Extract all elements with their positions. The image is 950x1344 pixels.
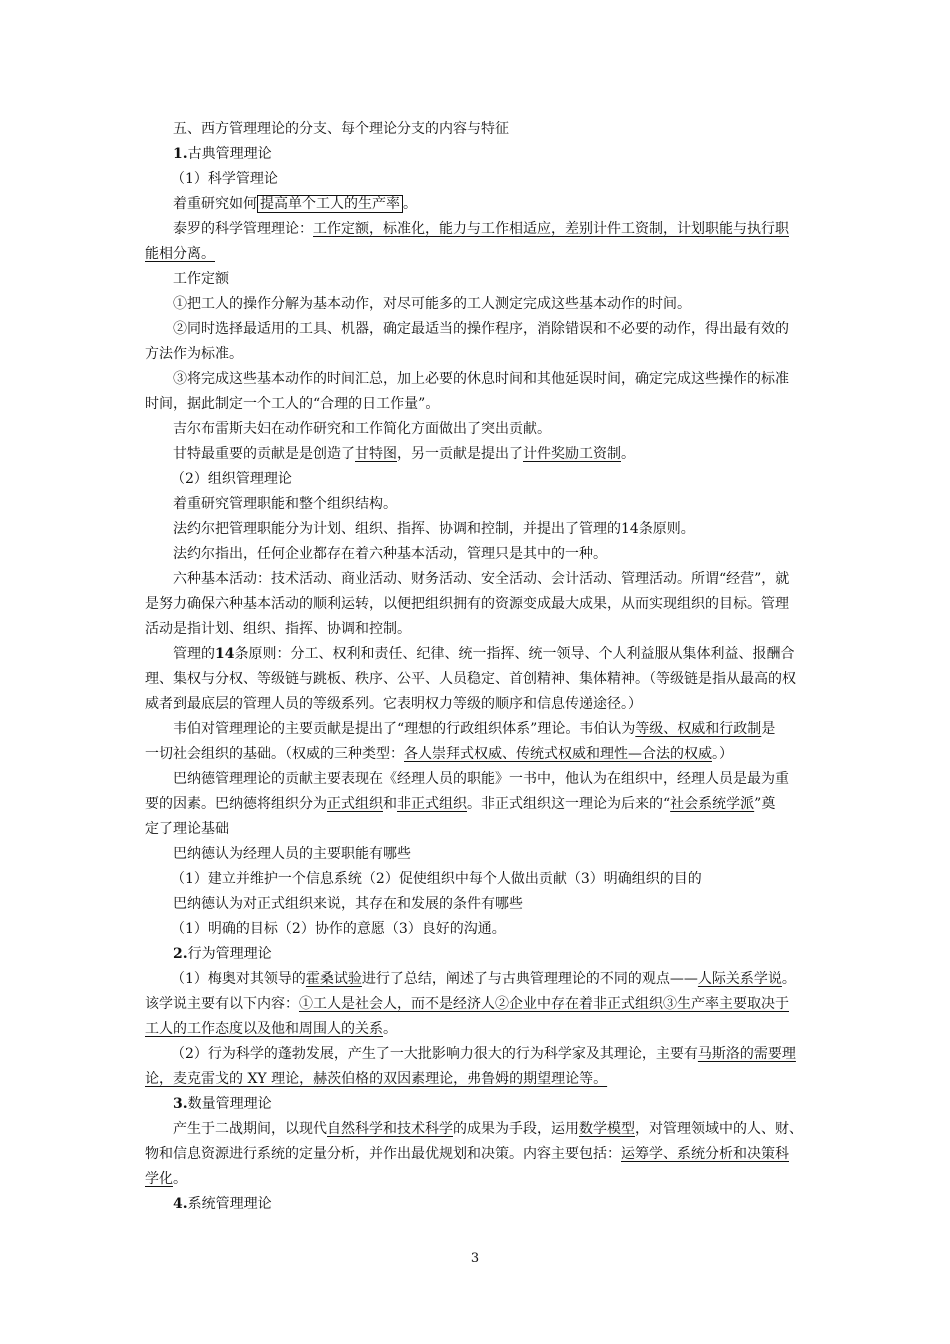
heading-systems — [145, 1192, 810, 1217]
paragraph-line: 方法作为标准。 — [145, 346, 243, 362]
heading-number: 3. — [173, 1096, 188, 1112]
bold-text: 14 — [215, 646, 235, 662]
text-run: ，另一贡献是提出了 — [397, 446, 523, 462]
text-run: 。 — [173, 1171, 187, 1187]
document-body — [145, 117, 810, 1217]
underlined-text: 自然科学和技术科学 — [327, 1121, 453, 1137]
paragraph-line: 工作定额 — [173, 271, 229, 287]
heading-quantitative — [145, 1092, 810, 1117]
paragraph-line: 时间，据此制定一个工人的“合理的日工作量”。 — [145, 396, 440, 412]
text-run: 的成果为手段，运用 — [453, 1121, 579, 1137]
subheading-organization — [145, 467, 810, 492]
underlined-text: 非正式组织 — [397, 796, 467, 812]
text-run: 产生于二战期间，以现代 — [173, 1121, 327, 1137]
text-run: 泰罗的科学管理理论： — [173, 221, 313, 237]
text-run: 进行了总结，阐述了与古典管理理论的不同的观点—— — [361, 971, 698, 987]
paragraph-line: 活动是指计划、组织、指挥、协调和控制。 — [145, 621, 411, 637]
paragraph-line — [145, 967, 810, 992]
paragraph-line: 法约尔指出，任何企业都存在着六种基本活动，管理只是其中的一种。 — [173, 546, 607, 562]
text-run: 。） — [712, 746, 733, 762]
paragraph-line: 吉尔布雷斯夫妇在动作研究和工作简化方面做出了突出贡献。 — [173, 421, 551, 437]
underlined-text: 甘特图 — [355, 446, 397, 462]
text-run: 甘特最重要的贡献是是创造了 — [173, 446, 355, 462]
text-run: （2）行为科学的蓬勃发展，产生了一大批影响力很大的行为科学家及其理论，主要有 — [171, 1046, 698, 1062]
text-run: 一切社会组织的基础。（权威的三种类型： — [145, 746, 404, 762]
heading-number: 2. — [173, 946, 188, 962]
paragraph-line — [145, 792, 810, 817]
paragraph-line: ②同时选择最适用的工具、机器，确定最适当的操作程序，消除错误和不必要的动作，得出最有效的 — [173, 321, 789, 337]
paragraph-line — [145, 1117, 810, 1142]
paragraph-line: 着重研究管理职能和整个组织结构。 — [173, 496, 397, 512]
paragraph-line: 威者到最底层的管理人员的等级系列。它表明权力等级的顺序和信息传递途径。） — [145, 696, 642, 712]
underlined-text: 数学模型 — [579, 1121, 635, 1137]
underlined-text: 人际关系学说 — [697, 971, 782, 987]
underlined-text: 论，麦克雷戈的 XY 理论，赫茨伯格的双因素理论，弗鲁姆的期望理论等。 — [145, 1071, 608, 1087]
underlined-text: 学化 — [145, 1171, 173, 1187]
text-run: 。 — [781, 971, 796, 987]
heading-text: 行为管理理论 — [187, 946, 272, 962]
text-run: 。 — [403, 196, 417, 212]
paragraph-line — [145, 642, 810, 667]
paragraph-line — [145, 1167, 810, 1192]
section-heading: 五、西方管理理论的分支、每个理论分支的内容与特征 — [173, 121, 509, 137]
paragraph-line: （1）建立并维护一个信息系统（2）促使组织中每个人做出贡献（3）明确组织的目的 — [171, 871, 702, 887]
text-run: 条原则：分工、权利和责任、纪律、统一指挥、统一领导、个人利益服从集体利益、报酬合 — [234, 646, 795, 662]
underlined-text: 正式组织 — [327, 796, 383, 812]
paragraph-line — [145, 742, 810, 767]
text-run: 着重研究如何 — [173, 196, 257, 212]
underlined-text: 运筹学、系统分析和决策科 — [621, 1146, 789, 1162]
paragraph-line: （1）明确的目标（2）协作的意愿（3）良好的沟通。 — [171, 921, 506, 937]
text-run: （1）梅奥对其领导的 — [171, 971, 306, 987]
underlined-text: 能相分离。 — [145, 246, 215, 262]
paragraph-line — [145, 1017, 810, 1042]
text-run: 和 — [383, 796, 397, 812]
paragraph-line — [145, 1042, 810, 1067]
paragraph-line: 理、集权与分权、等级链与跳板、秩序、公平、人员稳定、首创精神、集体精神。（等级链是指从最高的权 — [145, 671, 796, 687]
underlined-text: 工作定额，标准化，能力与工作相适应，差别计件工资制，计划职能与执行职 — [313, 221, 789, 237]
subheading-text: 组织管理理论 — [207, 471, 292, 487]
underlined-text: 马斯洛的需要理 — [697, 1046, 796, 1062]
text-run: 物和信息资源进行系统的定量分析，并作出最优规划和决策。内容主要包括： — [145, 1146, 621, 1162]
paragraph-line — [145, 192, 810, 217]
heading-classical — [145, 142, 810, 167]
paragraph-line — [145, 1142, 810, 1167]
text-run: ”奠 — [754, 796, 776, 812]
underlined-text: 社会系统学派 — [670, 796, 755, 812]
underlined-text: 等级、权威和行政制 — [635, 721, 762, 737]
heading-text: 系统管理理论 — [187, 1196, 272, 1212]
text-run: ，对管理领域中的人、财、 — [635, 1121, 803, 1137]
paragraph-line: 六种基本活动：技术活动、商业活动、财务活动、安全活动、会计活动、管理活动。所谓“经营”，就 — [173, 571, 790, 587]
underlined-text: 工人的工作态度以及他和周围人的关系 — [145, 1021, 383, 1037]
heading-behavioral — [145, 942, 810, 967]
paragraph-line: 是努力确保六种基本活动的顺利运转，以便把组织拥有的资源变成最大成果，从而实现组织的目标。管理 — [145, 596, 789, 612]
subheading-scientific — [145, 167, 810, 192]
heading-text: 古典管理理论 — [187, 146, 272, 162]
text-run: 。 — [621, 446, 635, 462]
underlined-text: 计件奖励工资制 — [523, 446, 621, 462]
paragraph-line: 巴纳德认为对正式组织来说，其存在和发展的条件有哪些 — [173, 896, 523, 912]
paragraph-line: ③将完成这些基本动作的时间汇总，加上必要的休息时间和其他延误时间，确定完成这些操作的标准 — [173, 371, 789, 387]
text-run: 要的因素。巴纳德将组织分为 — [145, 796, 327, 812]
heading-number: 4. — [173, 1196, 188, 1212]
heading-number: 1. — [173, 146, 188, 162]
paragraph-line — [145, 217, 810, 242]
paragraph-line — [145, 242, 810, 267]
subheading-number: （2） — [171, 471, 208, 487]
underlined-text: ①工人是社会人，而不是经济人②企业中存在着非正式组织③生产率主要取决于 — [299, 996, 789, 1012]
paragraph-line — [145, 1067, 810, 1092]
underlined-text: 各人崇拜式权威、传统式权威和理性—合法的权威 — [404, 746, 712, 762]
text-run: 。 — [383, 1021, 397, 1037]
paragraph-line: 巴纳德管理理论的贡献主要表现在《经理人员的职能》一书中，他认为在组织中，经理人员是最为重 — [173, 771, 789, 787]
text-run: 是 — [761, 721, 776, 737]
paragraph-line: 定了理论基础 — [145, 821, 229, 837]
paragraph-line: 法约尔把管理职能分为计划、组织、指挥、协调和控制，并提出了管理的14条原则。 — [173, 521, 695, 537]
subheading-number: （1） — [171, 171, 208, 187]
boxed-text: 提高单个工人的生产率 — [257, 195, 403, 213]
paragraph-line: 巴纳德认为经理人员的主要职能有哪些 — [173, 846, 411, 862]
page-number: 3 — [470, 1251, 480, 1266]
text-run: 。非正式组织这一理论为后来的“ — [467, 796, 671, 812]
text-run: 管理的 — [173, 646, 215, 662]
paragraph-line — [145, 717, 810, 742]
underlined-text: 霍桑试验 — [305, 971, 362, 987]
text-run: 该学说主要有以下内容： — [145, 996, 299, 1012]
paragraph-line — [145, 992, 810, 1017]
paragraph-line — [145, 442, 810, 467]
heading-text: 数量管理理论 — [187, 1096, 272, 1112]
text-run: 韦伯对管理理论的主要贡献是提出了“理想的行政组织体系”理论。韦伯认为 — [173, 721, 636, 737]
paragraph-line: ①把工人的操作分解为基本动作，对尽可能多的工人测定完成这些基本动作的时间。 — [173, 296, 691, 312]
subheading-text: 科学管理论 — [207, 171, 278, 187]
